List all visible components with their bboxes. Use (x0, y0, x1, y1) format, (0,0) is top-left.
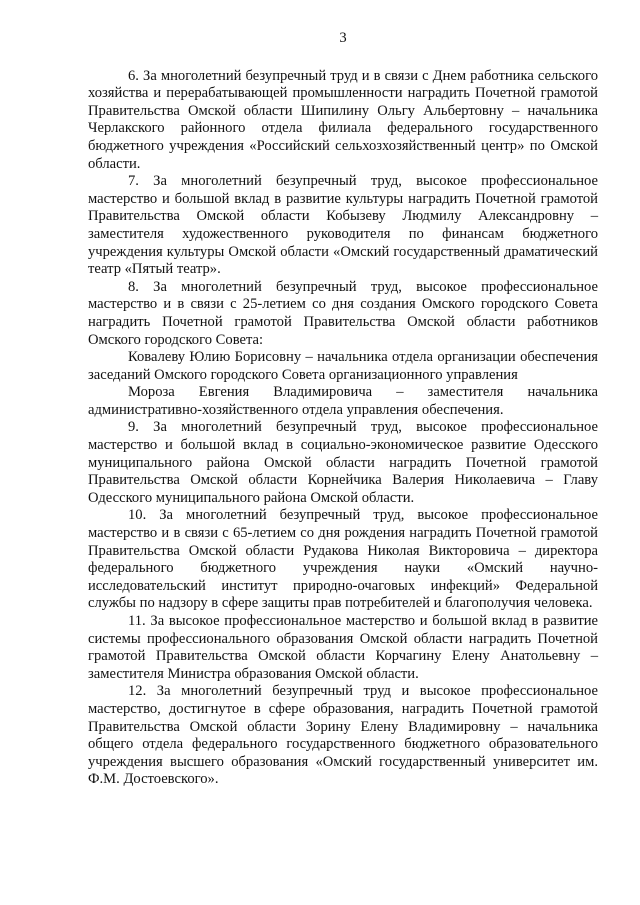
paragraph-awardee-kovaleva: Ковалеву Юлию Борисовну – начальника отдела организации обеспечения заседаний Омского городского Совета организационного управления (88, 349, 598, 383)
paragraph-item-11: 11. За высокое профессиональное мастерство и большой вклад в развитие системы профессионального образования Омской области наградить Почетной грамотой Правительства Омской области Корчагину Елену Анатольевну – заместителя Министра образования Омской области. (88, 613, 598, 682)
paragraph-item-8: 8. За многолетний безупречный труд, высокое профессиональное мастерство и в связи с 25-летием со дня создания Омского городского Совета наградить Почетной грамотой Правительства Омской области работников Омского городского Совета: (88, 278, 598, 348)
page-number: 3 (339, 30, 347, 46)
paragraph-item-12: 12. За многолетний безупречный труд и высокое профессиональное мастерство, достигнутое в сфере образования, наградить Почетной грамотой Правительства Омской области Зорину Елену Владимировну – начальника общего отдела федерального государственного бюджетного образовательного учреждения высшего образования «Омский государственный университет им. Ф.М. Достоевского». (88, 683, 598, 788)
paragraph-item-7: 7. За многолетний безупречный труд, высокое профессиональное мастерство и большой вклад в развитие культуры наградить Почетной грамотой Правительства Омской области Кобызеву Людмилу Александровну – заместителя художественного руководителя по финансам бюджетного учреждения культуры Омской области «Омский государственный драматический театр «Пятый театр». (88, 173, 598, 278)
paragraph-item-10: 10. За многолетний безупречный труд, высокое профессиональное мастерство и в связи с 65-летием со дня рождения наградить Почетной грамотой Правительства Омской области Рудакова Николая Викторовича – директора федерального бюджетного учреждения науки «Омский научно-исследовательский институт природно-очаговых инфекций» Федеральной службы по надзору в сфере защиты прав потребителей и благополучия человека. (88, 507, 598, 612)
paragraph-item-6: 6. За многолетний безупречный труд и в связи с Днем работника сельского хозяйства и перерабатывающей промышленности наградить Почетной грамотой Правительства Омской области Шипилину Ольгу Альбертовну – начальника Черлакского районного отдела филиала федерального государственного бюджетного учреждения «Российский сельхозхозяйственный центр» по Омской области. (88, 67, 598, 172)
paragraph-awardee-moroz: Мороза Евгения Владимировича – заместителя начальника административно-хозяйственного отдела управления обеспечения. (88, 384, 598, 418)
document-page (88, 30, 598, 789)
paragraph-item-9: 9. За многолетний безупречный труд, высокое профессиональное мастерство и большой вклад в социально-экономическое развитие Одесского муниципального района Омской области наградить Почетной грамотой Правительства Омской области Корнейчика Валерия Николаевича – Главу Одесского муниципального района Омской области. (88, 419, 598, 506)
